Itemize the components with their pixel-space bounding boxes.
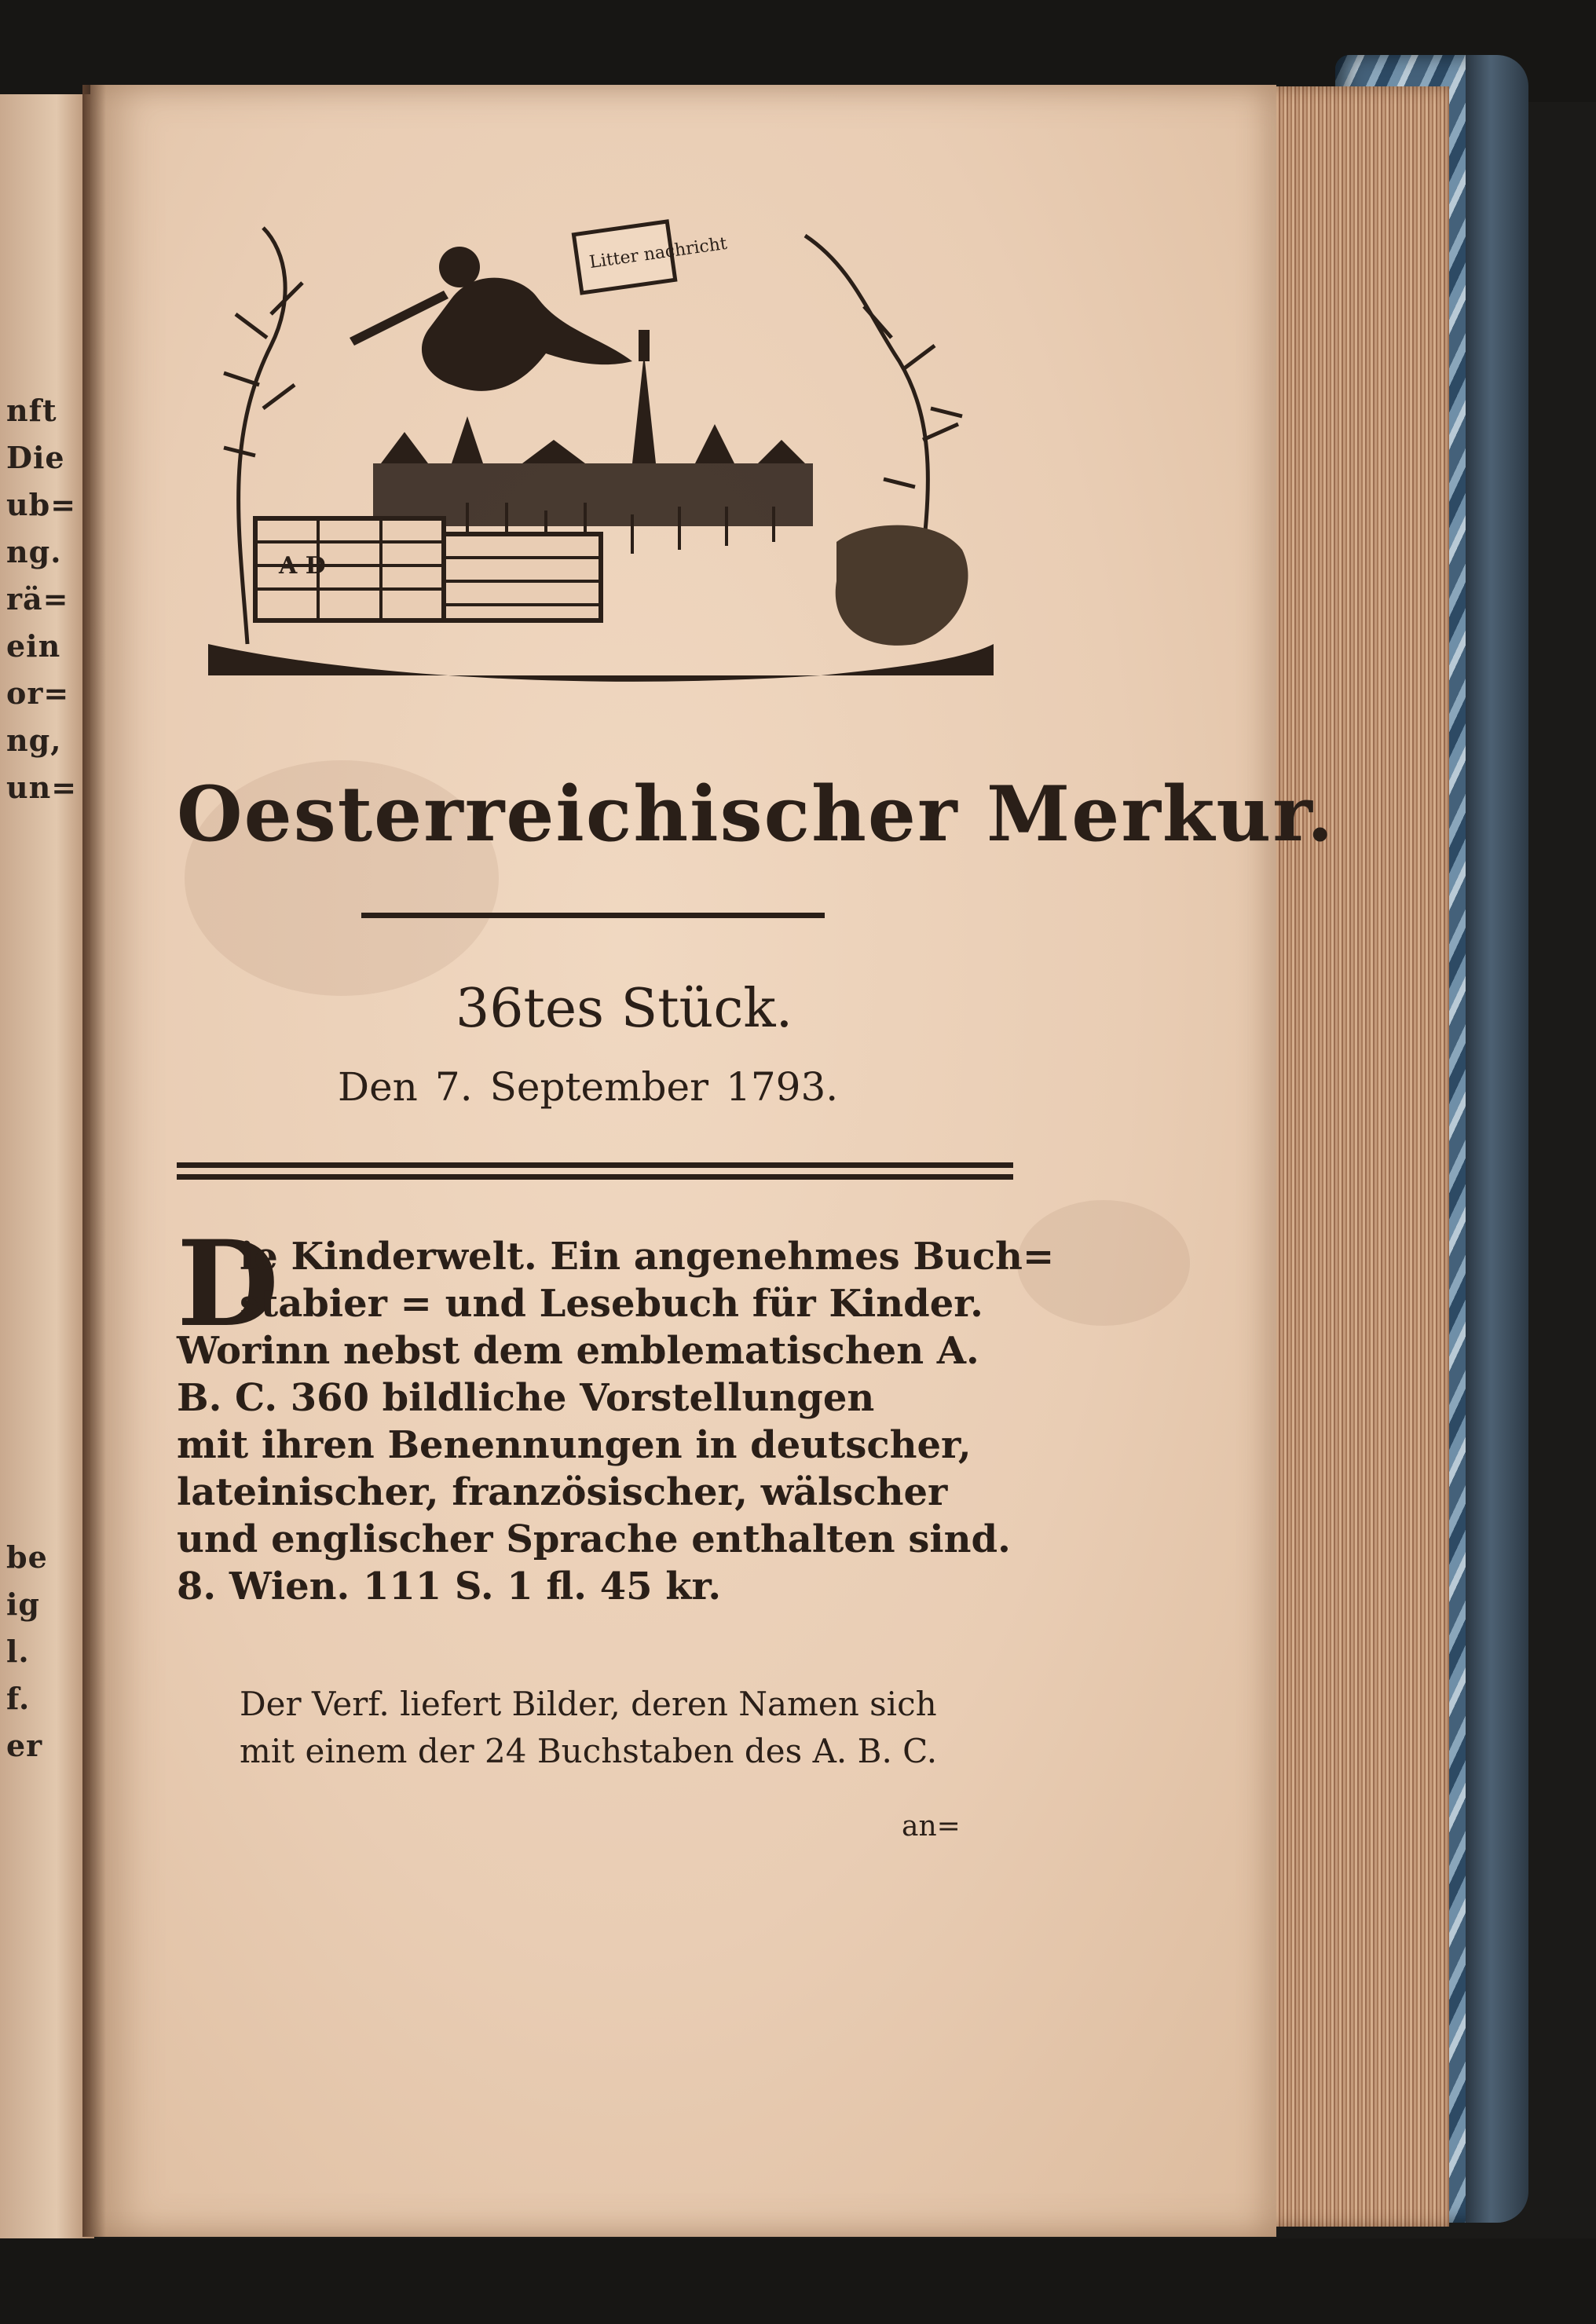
left-fragment: ig — [6, 1587, 41, 1622]
page-gutter — [82, 85, 106, 2237]
mercury-figure — [422, 278, 632, 391]
date-month: September — [489, 1064, 709, 1110]
background-bottom — [0, 2238, 1596, 2324]
review-line: Der Verf. liefert Bilder, deren Namen sich — [240, 1685, 937, 1723]
cover-edge — [1466, 55, 1528, 2223]
left-fragment: er — [6, 1728, 43, 1763]
left-fragment: l. — [6, 1634, 30, 1669]
page-block-edge — [1257, 86, 1449, 2227]
left-fragment: ng, — [6, 723, 62, 758]
rock — [836, 525, 968, 646]
left-fragment: ein — [6, 628, 61, 664]
entry-line: 8. Wien. 111 S. 1 fl. 45 kr. — [177, 1565, 722, 1609]
left-fragment: nft — [6, 393, 57, 428]
entry-line: ie Kinderwelt. Ein angenehmes Buch= — [240, 1235, 1055, 1279]
title-rule — [361, 913, 825, 918]
woodcut-crate-label: A D — [279, 552, 326, 580]
book-held — [573, 221, 728, 293]
date-day-word: Den — [338, 1064, 418, 1110]
left-fragment: rä= — [6, 581, 69, 617]
left-fragment: or= — [6, 675, 70, 711]
section-rule — [177, 1162, 1013, 1181]
left-page — [0, 94, 94, 2246]
left-fragment: un= — [6, 770, 78, 805]
entry-line: Worinn nebst dem emblematischen A. — [177, 1329, 979, 1373]
entry-line: B. C. 360 bildliche Vorstellungen — [177, 1376, 875, 1420]
entry-line: lateinischer, französischer, wälscher — [177, 1470, 948, 1514]
page-title: Oesterreichischer Merkur. — [177, 770, 1335, 858]
woodcut-book-label: Litter nachricht — [588, 233, 729, 273]
entry-line: stabier = und Lesebuch für Kinder. — [240, 1282, 983, 1326]
review-line: mit einem der 24 Buchstaben des A. B. C. — [240, 1732, 938, 1770]
left-fragment: f. — [6, 1681, 31, 1716]
issue-number: 36tes Stück. — [456, 978, 793, 1040]
crates — [255, 518, 601, 620]
date-year: 1793. — [726, 1064, 839, 1110]
ground — [208, 644, 994, 682]
drop-cap: D — [177, 1215, 280, 1353]
date-day: 7. — [434, 1064, 473, 1110]
left-fragment: be — [6, 1539, 48, 1575]
left-fragment: Die — [6, 440, 65, 475]
woodcut-vignette — [192, 204, 1009, 691]
issue-date — [338, 1064, 855, 1110]
left-fragment: ub= — [6, 487, 77, 522]
entry-line: und englischer Sprache enthalten sind. — [177, 1517, 1011, 1561]
book-entry — [177, 1233, 1055, 1610]
catchword: an= — [902, 1810, 961, 1843]
entry-line: mit ihren Benennungen in deutscher, — [177, 1423, 972, 1467]
review-text — [240, 1681, 1013, 1775]
left-fragment: ng. — [6, 534, 62, 569]
